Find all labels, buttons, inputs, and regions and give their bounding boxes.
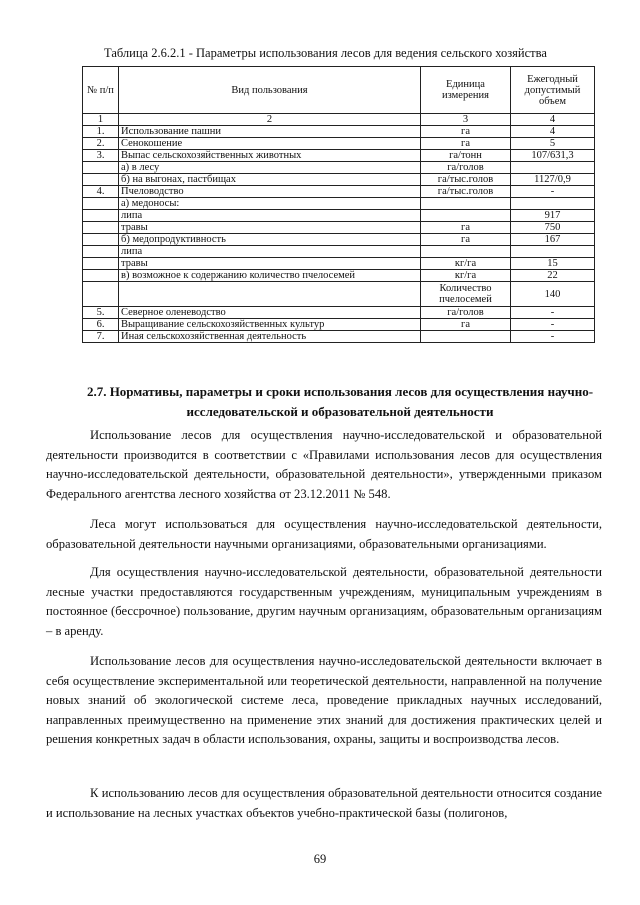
table-row bbox=[83, 198, 595, 210]
table-cell: га/голов bbox=[421, 307, 511, 319]
table-cell: 167 bbox=[511, 234, 595, 246]
section-heading-line2: исследовательской и образовательной деятельности bbox=[186, 404, 494, 419]
table-cell: га/тыс.голов bbox=[421, 174, 511, 186]
table-cell: 140 bbox=[511, 282, 595, 307]
table-cell: 750 bbox=[511, 222, 595, 234]
table-cell: Выпас сельскохозяйственных животных bbox=[119, 150, 421, 162]
table-cell bbox=[83, 210, 119, 222]
table-row bbox=[83, 162, 595, 174]
table-cell: 1 bbox=[83, 114, 119, 126]
table-cell bbox=[421, 198, 511, 210]
table-cell: липа bbox=[119, 210, 421, 222]
table-row bbox=[83, 234, 595, 246]
table-cell: травы bbox=[119, 222, 421, 234]
table-cell: б) на выгонах, пастбищах bbox=[119, 174, 421, 186]
table-cell: а) в лесу bbox=[119, 162, 421, 174]
table-row bbox=[83, 186, 595, 198]
table-cell: Северное оленеводство bbox=[119, 307, 421, 319]
table-row bbox=[83, 138, 595, 150]
header-volume: Ежегодный допустимый объем bbox=[511, 67, 595, 114]
table-cell: га/голов bbox=[421, 162, 511, 174]
table-cell: - bbox=[511, 319, 595, 331]
table-cell: Пчеловодство bbox=[119, 186, 421, 198]
table-cell: липа bbox=[119, 246, 421, 258]
table-row bbox=[83, 282, 595, 307]
table-cell: 7. bbox=[83, 331, 119, 343]
table-cell: кг/га bbox=[421, 258, 511, 270]
table-cell: га/тонн bbox=[421, 150, 511, 162]
table-cell bbox=[83, 282, 119, 307]
table-cell: 4 bbox=[511, 126, 595, 138]
paragraph: Для осуществления научно-исследовательской деятельности, образовательной деятельности лесные участки предоставляются государственным учреждениям, муниципальным учреждениям в постоянное (бессрочное) пользование, другим научным организациям, образовательным организациям – в аренду. bbox=[46, 565, 602, 638]
table-cell: 5 bbox=[511, 138, 595, 150]
table-row bbox=[83, 258, 595, 270]
table-cell bbox=[421, 246, 511, 258]
table-cell: 4. bbox=[83, 186, 119, 198]
table-cell: га bbox=[421, 222, 511, 234]
table-row bbox=[83, 174, 595, 186]
table-index-row bbox=[83, 114, 595, 126]
table-cell bbox=[83, 198, 119, 210]
section-heading bbox=[60, 382, 620, 422]
table-cell bbox=[83, 174, 119, 186]
table-cell bbox=[511, 162, 595, 174]
table-row bbox=[83, 307, 595, 319]
table-cell bbox=[421, 210, 511, 222]
table-cell: 5. bbox=[83, 307, 119, 319]
table-cell: 3 bbox=[421, 114, 511, 126]
table-cell: 2. bbox=[83, 138, 119, 150]
table-cell: га bbox=[421, 126, 511, 138]
table-cell bbox=[83, 162, 119, 174]
table-row bbox=[83, 270, 595, 282]
paragraph: Использование лесов для осуществления научно-исследовательской деятельности включает в себя осуществление экспериментальной или теоретической деятельности, направленной на получение новых знаний об экологической системе леса, проведение прикладных научных исследований, направленных преимущественно на применение этих знаний для достижения практических целей и решения конкретных задач в области использования, охраны, защиты и воспроизводства лесов. bbox=[46, 654, 602, 747]
table-cell: в) возможное к содержанию количество пчелосемей bbox=[119, 270, 421, 282]
table-cell: га bbox=[421, 319, 511, 331]
table-cell: - bbox=[511, 186, 595, 198]
table-cell: - bbox=[511, 307, 595, 319]
table-cell bbox=[83, 270, 119, 282]
table-cell: Количество пчелосемей bbox=[421, 282, 511, 307]
table-row bbox=[83, 246, 595, 258]
table-cell bbox=[511, 246, 595, 258]
table-row bbox=[83, 150, 595, 162]
table-cell: 107/631,3 bbox=[511, 150, 595, 162]
table-caption: Таблица 2.6.2.1 - Параметры использования лесов для ведения сельского хозяйства bbox=[104, 46, 547, 60]
table-cell: 4 bbox=[511, 114, 595, 126]
table-cell bbox=[119, 282, 421, 307]
table-cell: травы bbox=[119, 258, 421, 270]
table-cell bbox=[83, 222, 119, 234]
table-cell: 1. bbox=[83, 126, 119, 138]
table-cell: кг/га bbox=[421, 270, 511, 282]
page-number: 69 bbox=[313, 852, 327, 866]
table-cell: 1127/0,9 bbox=[511, 174, 595, 186]
table-cell: Иная сельскохозяйственная деятельность bbox=[119, 331, 421, 343]
table-cell: 15 bbox=[511, 258, 595, 270]
table-cell: 3. bbox=[83, 150, 119, 162]
table-cell: Использование пашни bbox=[119, 126, 421, 138]
table-cell: 22 bbox=[511, 270, 595, 282]
table-cell bbox=[83, 234, 119, 246]
table-cell bbox=[421, 331, 511, 343]
table-cell: - bbox=[511, 331, 595, 343]
section-heading-line1: 2.7. Нормативы, параметры и сроки использования лесов для осуществления научно- bbox=[86, 384, 594, 399]
header-num: № п/п bbox=[83, 67, 119, 114]
header-unit: Единица измерения bbox=[421, 67, 511, 114]
table-cell: Сенокошение bbox=[119, 138, 421, 150]
table-cell: а) медоносы: bbox=[119, 198, 421, 210]
table-cell bbox=[511, 198, 595, 210]
table-cell: 6. bbox=[83, 319, 119, 331]
paragraph: Использование лесов для осуществления научно-исследовательской и образовательной деятельности производится в соответствии с «Правилами использования лесов для осуществления научно-исследовательской деятельности, образовательной деятельности», утвержденными приказом Федерального агентства лесного хозяйства от 23.12.2011 № 548. bbox=[46, 428, 602, 501]
table-cell: б) медопродуктивность bbox=[119, 234, 421, 246]
header-type: Вид пользования bbox=[119, 67, 421, 114]
table-header-row bbox=[83, 67, 595, 114]
table-row bbox=[83, 210, 595, 222]
paragraph: К использованию лесов для осуществления образовательной деятельности относится создание и использование на лесных участках объектов учебно-практической базы (полигонов, bbox=[46, 786, 602, 820]
table-cell: Выращивание сельскохозяйственных культур bbox=[119, 319, 421, 331]
table-row bbox=[83, 126, 595, 138]
forest-use-parameters-table bbox=[82, 66, 595, 343]
table-cell bbox=[83, 258, 119, 270]
table-cell: га/тыс.голов bbox=[421, 186, 511, 198]
table-row bbox=[83, 222, 595, 234]
table-cell: 917 bbox=[511, 210, 595, 222]
table-cell: 2 bbox=[119, 114, 421, 126]
table-row bbox=[83, 331, 595, 343]
paragraph: Леса могут использоваться для осуществления научно-исследовательской деятельности, образовательной деятельности научными организациями, образовательными организациями. bbox=[46, 517, 602, 551]
table-cell: га bbox=[421, 234, 511, 246]
table-row bbox=[83, 319, 595, 331]
table-cell: га bbox=[421, 138, 511, 150]
table-cell bbox=[83, 246, 119, 258]
